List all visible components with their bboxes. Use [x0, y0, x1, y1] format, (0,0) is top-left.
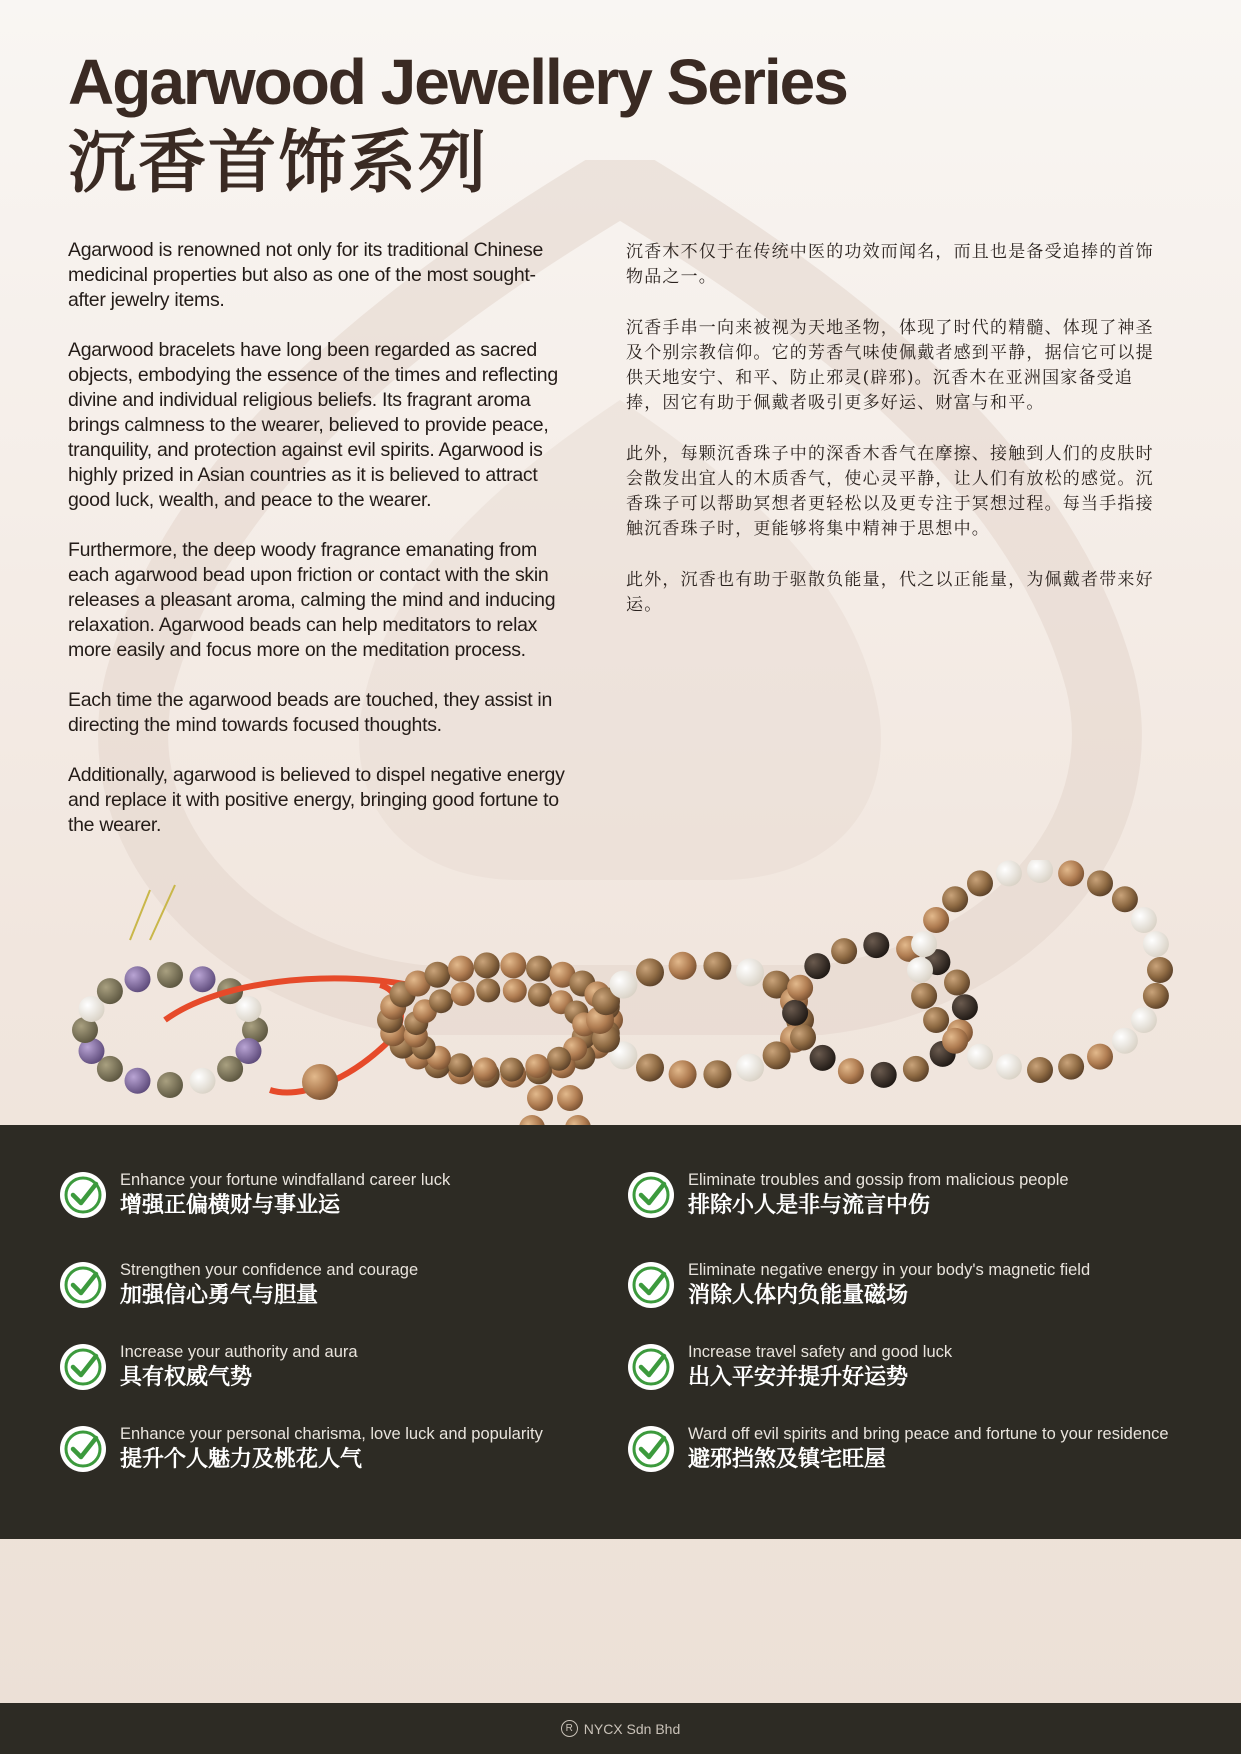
benefit-zh: 具有权威气势 — [120, 1365, 253, 1390]
benefit-item — [626, 1341, 952, 1393]
check-circle-icon — [626, 1424, 676, 1474]
footer-company: NYCX Sdn Bhd — [583, 1720, 681, 1737]
check-circle-icon — [58, 1342, 108, 1392]
check-circle-icon — [58, 1170, 108, 1220]
benefit-zh: 排除小人是非与流言中伤 — [688, 1193, 931, 1218]
benefit-zh: 提升个人魅力及桃花人气 — [120, 1447, 363, 1472]
benefit-zh: 避邪挡煞及镇宅旺屋 — [688, 1447, 887, 1472]
benefit-zh: 增强正偏横财与事业运 — [120, 1193, 341, 1218]
benefit-en: Eliminate negative energy in your body's magnetic field — [688, 1261, 1091, 1279]
benefit-zh: 出入平安并提升好运势 — [688, 1365, 909, 1390]
intro-zh-paragraph: 此外，沉香也有助于驱散负能量，代之以正能量，为佩戴者带来好运。 — [626, 570, 1154, 615]
intro-en-paragraph: Additionally, agarwood is believed to dispel negative energy and replace it with positive energy, bringing good fortune to the wearer. — [68, 764, 565, 836]
benefit-item — [626, 1423, 1169, 1475]
benefit-item — [626, 1259, 1090, 1311]
page-title: Agarwood Jewellery Series — [68, 46, 847, 118]
benefits-panel — [0, 1125, 1241, 1539]
intro-zh-paragraph: 沉香木不仅于在传统中医的功效而闻名，而且也是备受追捧的首饰物品之一。 — [626, 242, 1154, 287]
intro-chinese — [626, 240, 1156, 644]
benefit-en: Enhance your fortune windfalland career luck — [120, 1171, 451, 1189]
footer-bar — [0, 1703, 1241, 1754]
registered-mark-icon: R — [561, 1720, 578, 1737]
benefit-item — [58, 1423, 543, 1475]
benefit-item — [626, 1169, 1069, 1221]
check-circle-icon — [58, 1260, 108, 1310]
check-circle-icon — [626, 1342, 676, 1392]
benefit-en: Increase travel safety and good luck — [688, 1343, 953, 1361]
benefit-en: Enhance your personal charisma, love luck and popularity — [120, 1425, 543, 1443]
check-circle-icon — [626, 1260, 676, 1310]
benefit-item — [58, 1169, 450, 1221]
benefit-en: Ward off evil spirits and bring peace and fortune to your residence — [688, 1425, 1169, 1443]
intro-english — [68, 238, 568, 863]
intro-en-paragraph: Furthermore, the deep woody fragrance emanating from each agarwood bead upon friction or contact with the skin releases a pleasant aroma, calming the mind and inducing relaxation. Agarwood beads can help meditators to relax more easily and focus more on the meditation process. — [68, 539, 556, 661]
benefit-zh: 加强信心勇气与胆量 — [120, 1283, 319, 1308]
check-circle-icon — [58, 1424, 108, 1474]
benefit-zh: 消除人体内负能量磁场 — [688, 1283, 909, 1308]
benefit-item — [58, 1341, 358, 1393]
intro-en-paragraph: Each time the agarwood beads are touched, they assist in directing the mind towards focused thoughts. — [68, 689, 553, 736]
check-circle-icon — [626, 1170, 676, 1220]
benefit-item — [58, 1259, 418, 1311]
intro-zh-paragraph: 此外，每颗沉香珠子中的深香木香气在摩擦、接触到人们的皮肤时会散发出宜人的木质香气，使心灵平静，让人们有放松的感觉。沉香珠子可以帮助冥想者更轻松以及更专注于冥想过程。每当手指接触沉香珠子时，更能够将集中精神于思想中。 — [626, 444, 1154, 539]
intro-en-paragraph: Agarwood is renowned not only for its traditional Chinese medicinal properties but also as one of the most sought-after jewelry items. — [68, 239, 544, 311]
benefit-en: Eliminate troubles and gossip from malicious people — [688, 1171, 1069, 1189]
intro-en-paragraph: Agarwood bracelets have long been regarded as sacred objects, embodying the essence of the times and reflecting divine and individual religious beliefs. Its fragrant aroma brings calmness to the wearer, believed to provide peace, tranquility, and protection against evil spirits. Agarwood is highly prized in Asian countries as it is believed to attract good luck, wealth, and peace to the wearer. — [68, 339, 558, 511]
intro-zh-paragraph: 沉香手串一向来被视为天地圣物，体现了时代的精髓、体现了神圣及个别宗教信仰。它的芳香气味使佩戴者感到平静，据信它可以提供天地安宁、和平、防止邪灵(辟邪)。沉香木在亚洲国家备受追捧，因它有助于佩戴者吸引更多好运、财富与和平。 — [626, 318, 1154, 413]
benefit-en: Strengthen your confidence and courage — [120, 1261, 419, 1279]
page-title-chinese: 沉香首饰系列 — [68, 124, 489, 203]
benefit-en: Increase your authority and aura — [120, 1343, 358, 1361]
